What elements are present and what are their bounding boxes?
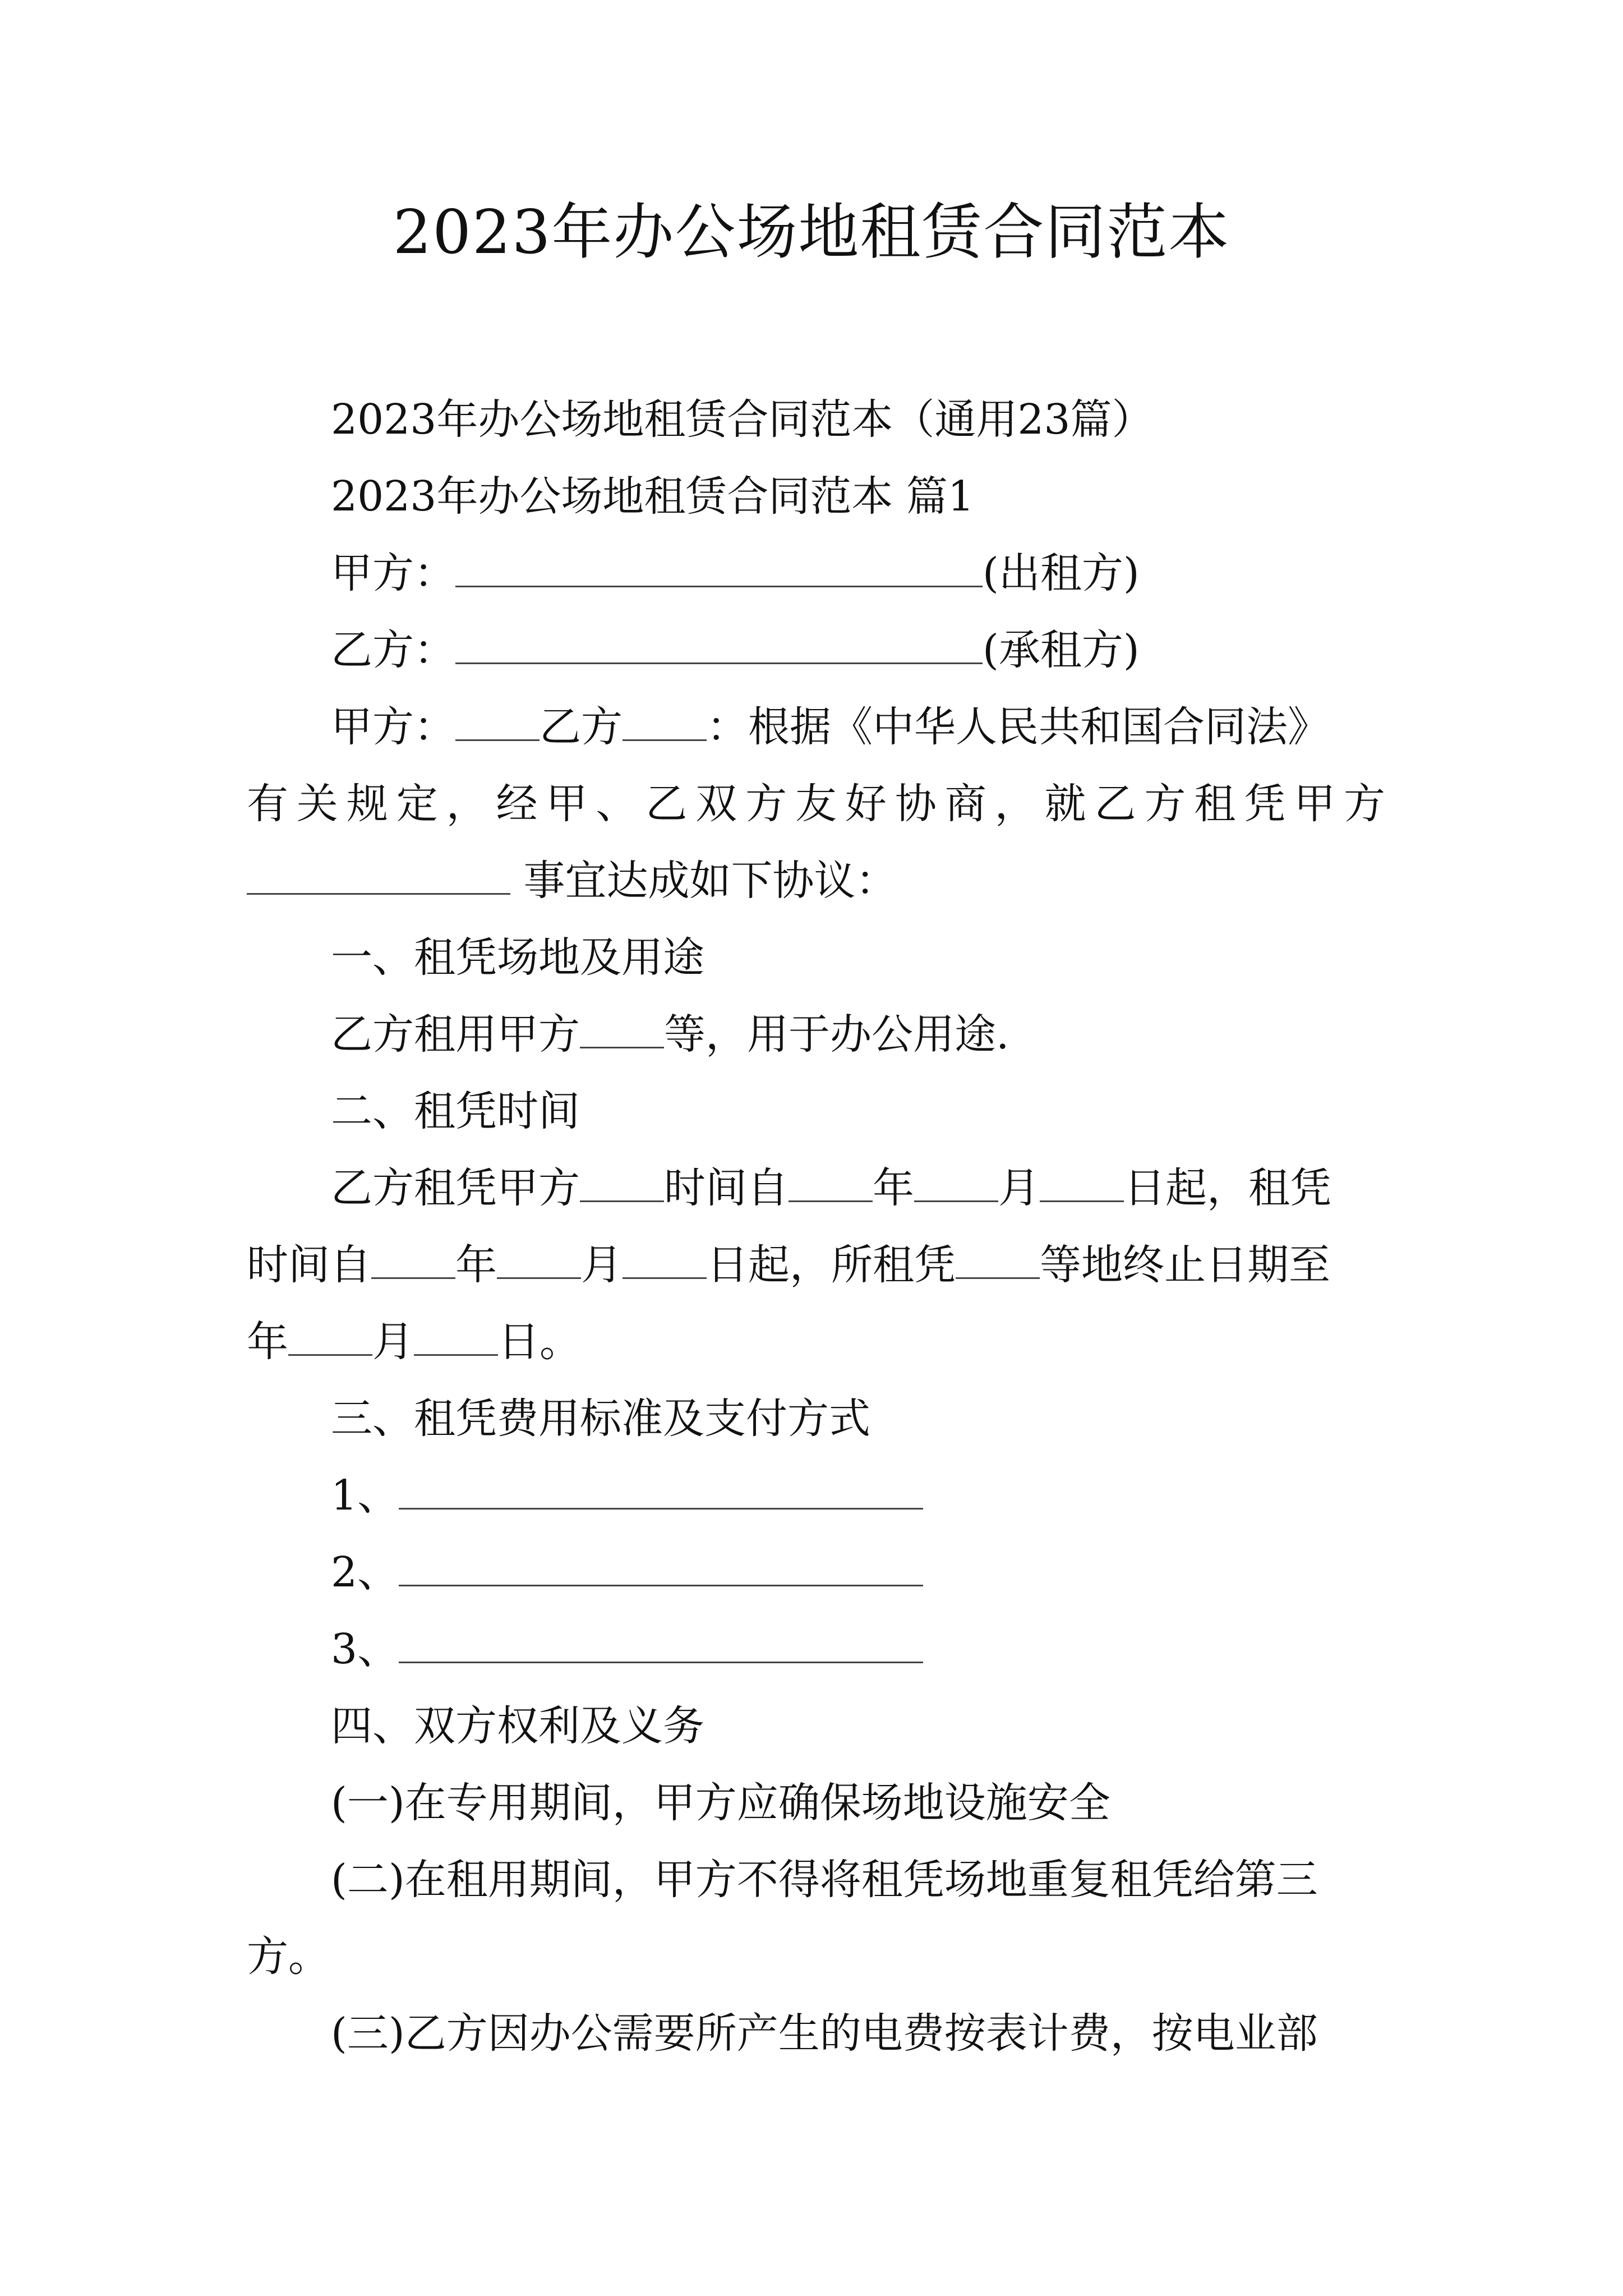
clause2-f: 时间自 [247,1241,371,1289]
clause2-line-1 [247,1150,1385,1227]
document-title: 2023年办公场地租赁合同范本 [393,197,1230,268]
clause2-k: 年 [247,1318,288,1366]
clause3-item-3-number: 3、 [331,1625,399,1673]
party-a-blank[interactable] [455,552,983,587]
clause2-a: 乙方租凭甲方 [331,1164,580,1212]
party-b-label: 乙方： [331,626,455,674]
clause2-heading: 二、租凭时间 [331,1087,580,1135]
clause2-g: 年 [455,1241,497,1289]
clause2-j: 等地终止日期至 [1040,1241,1330,1289]
clause2-line-3 [247,1304,1385,1381]
clause2-b: 时间自 [664,1164,789,1212]
intro-party-a: 甲方： [331,703,455,751]
clause2-h: 月 [581,1241,623,1289]
clause3-item-1-blank[interactable] [399,1474,923,1510]
clause1-heading: 一、租凭场地及用途 [331,933,704,982]
clause2-m: 日。 [498,1318,581,1366]
clause3-item-2-blank[interactable] [399,1551,923,1586]
intro-line-2: 有关规定，经甲、乙双方友好协商，就乙方租凭甲方 [247,780,1385,828]
subtitle-line: 2023年办公场地租赁合同范本（通用23篇） [331,395,1154,444]
clause4-item-1: (一)在专用期间，甲方应确保场地设施安全 [331,1779,1110,1827]
clause4-item-3: (三)乙方因办公需要所产生的电费按表计费，按电业部 [331,2009,1318,2058]
party-a-label: 甲方： [331,549,455,597]
clause2-e: 日起，租凭 [1124,1164,1331,1212]
clause2-blank-1[interactable] [580,1167,664,1202]
clause4-heading: 四、双方权利及义务 [331,1702,704,1750]
clause2-blank-3[interactable] [914,1167,998,1202]
clause2-line-2 [247,1227,1385,1304]
clause2-blank-2[interactable] [789,1167,873,1202]
section-heading: 2023年办公场地租赁合同范本 篇1 [331,472,974,521]
clause3-item-2 [247,1534,1385,1611]
intro-law-ref: ：根据《中华人民共和国合同法》 [707,703,1329,751]
clause2-i: 日起，所租凭 [707,1241,956,1289]
clause2-blank-10[interactable] [414,1320,498,1356]
clause3-item-1 [247,1457,1385,1534]
clause2-c: 年 [873,1164,914,1212]
clause2-l: 月 [372,1318,414,1366]
intro-party-b: 乙方 [540,703,623,751]
intro-blank-1[interactable] [455,706,540,741]
clause3-item-3 [247,1611,1385,1688]
clause3-item-2-number: 2、 [331,1548,399,1596]
document-body [247,381,1385,2072]
party-a-line [247,535,1385,612]
clause2-d: 月 [998,1164,1040,1212]
intro-line-3 [247,843,1385,919]
party-b-line [247,612,1385,689]
party-a-role: (出租方) [983,549,1140,597]
clause2-blank-7[interactable] [623,1244,707,1279]
clause3-heading: 三、租凭费用标准及支付方式 [331,1395,870,1443]
clause2-blank-6[interactable] [497,1244,581,1279]
intro-blank-3[interactable] [247,859,510,895]
clause1-blank[interactable] [580,1013,664,1048]
intro-blank-2[interactable] [623,706,707,741]
intro-line-1 [247,689,1385,766]
clause3-item-3-blank[interactable] [399,1628,923,1663]
clause1-part2: 等，用于办公用途. [664,1010,1009,1059]
clause2-blank-5[interactable] [371,1244,455,1279]
clause2-blank-8[interactable] [956,1244,1040,1279]
clause1-part1: 乙方租用甲方 [331,1010,580,1059]
clause3-item-1-number: 1、 [331,1471,399,1520]
intro-agreement: 事宜达成如下协议： [523,857,897,905]
clause2-blank-4[interactable] [1040,1167,1124,1202]
party-b-blank[interactable] [455,629,983,664]
clause1-text [247,996,1385,1073]
clause2-blank-9[interactable] [288,1320,372,1356]
party-b-role: (承租方) [983,626,1140,674]
clause4-item-2-line-1: (二)在租用期间，甲方不得将租凭场地重复租凭给第三 [331,1856,1318,1904]
clause4-item-2-line-2: 方。 [247,1932,330,1981]
